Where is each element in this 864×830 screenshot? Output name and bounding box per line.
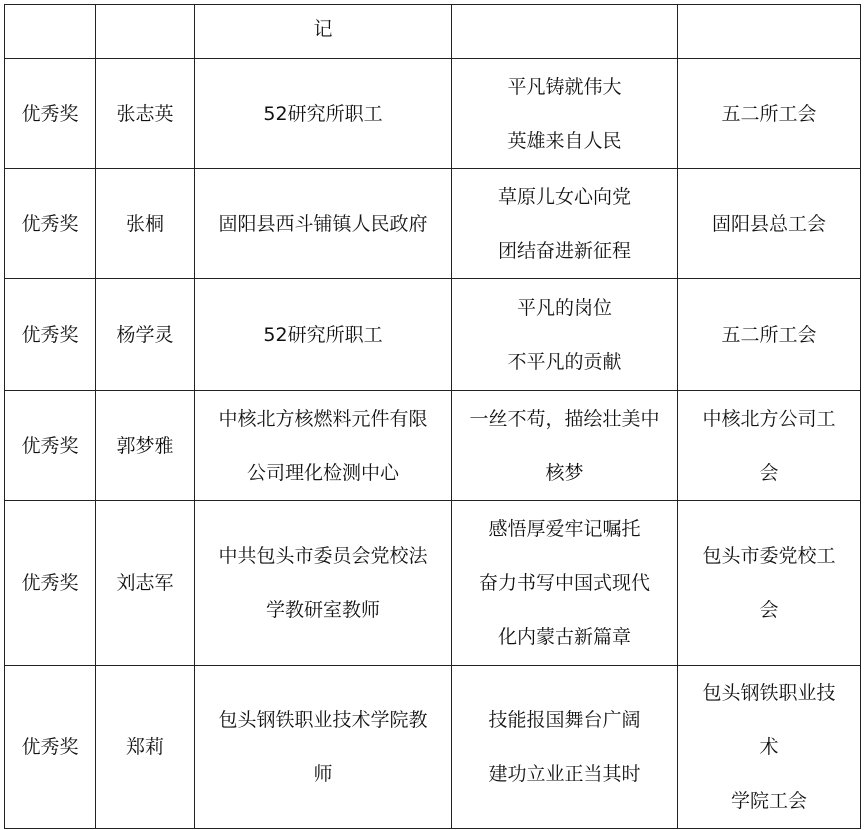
name-cell [96,5,195,59]
table-row [5,666,861,829]
title-cell [452,391,678,501]
cell-line: 五二所工会 [721,102,817,125]
awards-table [4,4,861,829]
cell-line: 固阳县西斗铺镇人民政府 [218,212,428,235]
table-row [5,501,861,666]
org-cell [678,59,861,169]
name-cell [96,59,195,169]
name-cell [96,279,195,391]
award-label: 优秀奖 [21,434,79,457]
award-cell [5,501,96,666]
cell-line: 英雄来自人民 [507,129,622,152]
cell-line: 术 [759,736,779,758]
unit-cell [195,5,452,59]
award-cell [5,666,96,829]
unit-cell [195,59,452,169]
org-cell [678,666,861,829]
unit-cell [195,501,452,666]
person-name: 郑莉 [125,736,164,758]
person-name: 郭梦雅 [116,434,174,457]
cell-line: 感悟厚爱牢记嘱托 [488,518,641,540]
org-cell [678,501,861,666]
name-cell [96,666,195,829]
person-name: 张桐 [125,212,164,235]
title-cell [452,169,678,279]
cell-line: 技能报国舞台广阔 [488,709,641,731]
award-cell [5,279,96,391]
award-label: 优秀奖 [21,572,79,594]
table-row [5,279,861,391]
title-cell [452,59,678,169]
unit-cell [195,666,452,829]
table-row [5,5,861,59]
title-cell [452,501,678,666]
cell-line: 平凡的岗位 [516,296,612,319]
table-row [5,59,861,169]
cell-line: 化内蒙古新篇章 [497,626,631,648]
cell-line: 核梦 [545,461,584,484]
org-cell [678,391,861,501]
cell-line: 平凡铸就伟大 [507,75,622,98]
award-label: 优秀奖 [21,102,79,125]
cell-line: 52研究所职工 [263,323,383,346]
name-cell [96,501,195,666]
award-label: 优秀奖 [21,323,79,346]
award-cell [5,391,96,501]
award-cell [5,5,96,59]
cell-line: 五二所工会 [721,323,817,346]
cell-line: 会 [759,599,779,621]
cell-line: 奋力书写中国式现代 [478,572,650,594]
org-cell [678,279,861,391]
cell-line: 团结奋进新征程 [497,239,631,262]
title-cell [452,5,678,59]
cell-line: 中核北方核燃料元件有限 [218,407,428,430]
cell-line: 包头市委党校工 [702,545,836,567]
person-name: 刘志军 [116,572,174,594]
award-label: 优秀奖 [21,212,79,235]
unit-cell [195,279,452,391]
cell-line: 公司理化检测中心 [246,461,399,484]
cell-line: 包头钢铁职业技 [702,682,836,704]
table-row [5,391,861,501]
org-cell [678,5,861,59]
award-cell [5,59,96,169]
name-cell [96,391,195,501]
cell-line: 中共包头市委员会党校法 [218,545,428,567]
award-cell [5,169,96,279]
cell-line: 学院工会 [730,790,807,812]
name-cell [96,169,195,279]
cell-line: 不平凡的贡献 [507,350,622,373]
cell-line: 一丝不苟，描绘壮美中 [469,407,660,430]
title-cell [452,666,678,829]
cell-line: 师 [313,763,333,785]
unit-cell [195,391,452,501]
person-name: 张志英 [116,102,174,125]
cell-line: 中核北方公司工 [702,407,836,430]
title-cell [452,279,678,391]
cell-line: 包头钢铁职业技术学院教 [218,709,428,731]
cell-line: 固阳县总工会 [711,212,826,235]
cell-line: 学教研室教师 [265,599,380,621]
table-row [5,169,861,279]
cell-line: 记 [313,17,333,40]
unit-cell [195,169,452,279]
org-cell [678,169,861,279]
cell-line: 建功立业正当其时 [488,763,641,785]
cell-line: 会 [759,461,779,484]
person-name: 杨学灵 [116,323,174,346]
cell-line: 草原儿女心向党 [497,185,631,208]
cell-line: 52研究所职工 [263,102,383,125]
award-label: 优秀奖 [21,736,79,758]
